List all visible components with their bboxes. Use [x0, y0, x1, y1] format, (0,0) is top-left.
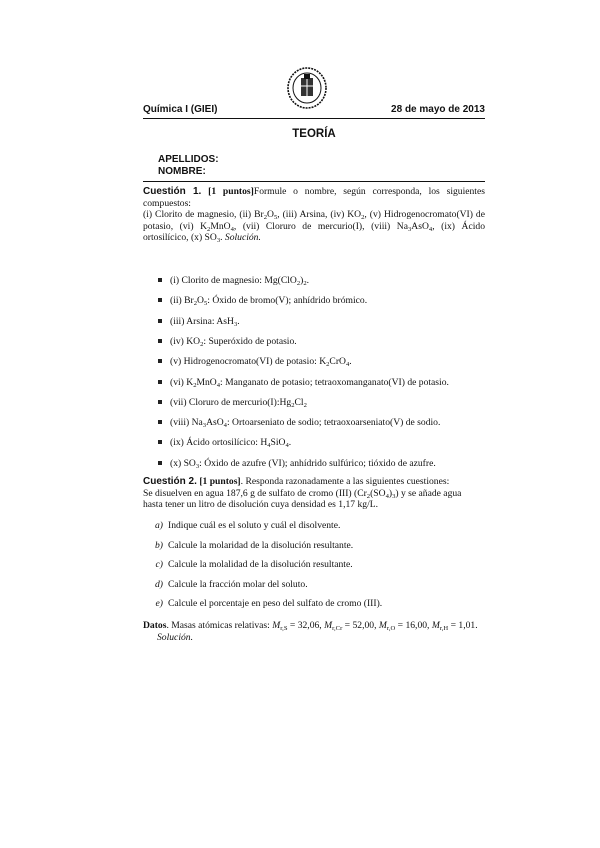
bullet-icon	[158, 298, 162, 302]
item-text: Calcule el porcentaje en peso del sulfato de cromo (III).	[168, 598, 383, 609]
item-label: c)	[155, 559, 163, 570]
section-rule	[143, 181, 485, 182]
bullet-icon	[158, 440, 162, 444]
question-1-label: Cuestión 1.	[143, 186, 202, 197]
item-label: b)	[155, 539, 163, 551]
item-label: e)	[155, 598, 163, 609]
question-2-intro: Responda razonadamente a las siguientes cuestiones:	[245, 476, 450, 487]
question-2-label: Cuestión 2.	[143, 476, 197, 487]
question-1: Cuestión 1. [1 puntos]Formule o nombre, según corresponda, los siguientes compuestos: (i) Clorito de magnesio, (ii) $Br_2O_5$, (iii) Arsina, (iv) $KO_2$, (v) Hidrogenocromato(VI) de potasio, (vi) $K_2MnO_4$, (vii) Cloruro de mercurio(I), (viii) $Na_3AsO_4$, (ix) Ácido ortosilícico, (x) $SO_3$. Solución.	[143, 186, 485, 245]
data-text: . Masas atómicas relativas:	[166, 620, 270, 631]
answer-text: (iv) $KO_2$: Superóxido de potasio.	[170, 335, 297, 348]
page-title: TEORÍA	[292, 128, 336, 140]
answer-text: (v) Hidrogenocromato(VI) de potasio: $K_2CrO_4$.	[170, 356, 352, 369]
bullet-icon	[158, 461, 162, 465]
answer-text: (ix) Ácido ortosilícico: $H_4SiO_4$.	[170, 437, 292, 450]
bullet-icon	[158, 339, 162, 343]
answer-text: (vi) $K_2MnO_4$: Manganato de potasio; tetraoxomanganato(VI) de potasio.	[170, 376, 449, 389]
bullet-icon	[158, 420, 162, 424]
question-2: Cuestión 2. [1 puntos]. Responda razonadamente a las siguientes cuestiones: Se disuelven en agua 187,6 g de sulfato de cromo (III) $(Cr_2(SO_4)_3)$ y se añade agua hasta tener un litro de disolución cuya densidad es 1,17 kg/L.	[143, 476, 462, 511]
answer-text: (vii) Cloruro de $mercurio(I):Hg_2Cl_2$	[170, 396, 307, 409]
bullet-icon	[158, 319, 162, 323]
question-2-solution-label: Solución.	[157, 631, 193, 643]
question-2-statement-b: hasta tener un litro de disolución cuya densidad es 1,17 kg/L.	[143, 499, 378, 511]
mass-o: 16,00	[405, 620, 428, 631]
answer-text: (ii) $Br_2O_5$: Óxido de bromo(V); anhídrido brómico.	[170, 295, 368, 308]
mass-h: 1,01	[458, 620, 476, 631]
item-text: Calcule la molaridad de la disolución resultante.	[168, 539, 354, 551]
bullet-icon	[158, 400, 162, 404]
answer-text: (i) Clorito de magnesio: $Mg(ClO_2)_2$.	[170, 275, 310, 287]
question-2-statement-a: Se disuelven en agua 187,6 g de sulfato de cromo (III) (Cr	[143, 487, 367, 499]
answer-text: (iii) Arsina: AsH$_3$.	[170, 315, 240, 328]
nombre-label: NOMBRE:	[158, 166, 206, 177]
bullet-icon	[158, 380, 162, 384]
course-name: Química I (GIEI)	[143, 104, 218, 115]
item-label: d)	[155, 578, 163, 590]
item-text: Calcule la fracción molar del soluto.	[168, 578, 308, 590]
apellidos-label: APELLIDOS:	[158, 154, 219, 165]
data-label: Datos	[143, 620, 167, 631]
question-2-points: [1 puntos]	[199, 476, 241, 487]
data-section: Datos. Masas atómicas relativas: $M_{r,S} = 32,06$, $M_{r,Cr} = 52,00$, $M_{r,O} = 16,00$, $M_{r,H} = 1,01$. Solución.	[143, 620, 478, 643]
answer-text: (viii) $Na_3AsO_4$: Ortoarseniato de sodio; tetraoxoarseniato(V) de sodio.	[170, 417, 441, 430]
question-1-points: [1 puntos]	[208, 186, 254, 197]
mass-s: 32,06	[297, 620, 320, 631]
item-label: a)	[155, 520, 163, 531]
bullet-icon	[158, 359, 162, 363]
item-text: Indique cuál es el soluto y cuál el disolvente.	[168, 520, 341, 531]
answer-text: (x) $SO_3$: Óxido de azufre (VI); anhídrido sulfúrico; tióxido de azufre.	[170, 457, 436, 470]
question-1-intro: Formule o nombre, según corresponda, los siguientes compuestos:	[143, 186, 485, 209]
mass-cr: 52,00	[352, 620, 375, 631]
header-rule	[143, 118, 485, 119]
question-1-solution-label: Solución.	[224, 232, 261, 244]
page-header	[143, 104, 485, 118]
exam-date: 28 de mayo de 2013	[391, 104, 485, 115]
item-text: Calcule la molalidad de la disolución resultante.	[168, 559, 353, 570]
bullet-icon	[158, 278, 162, 282]
